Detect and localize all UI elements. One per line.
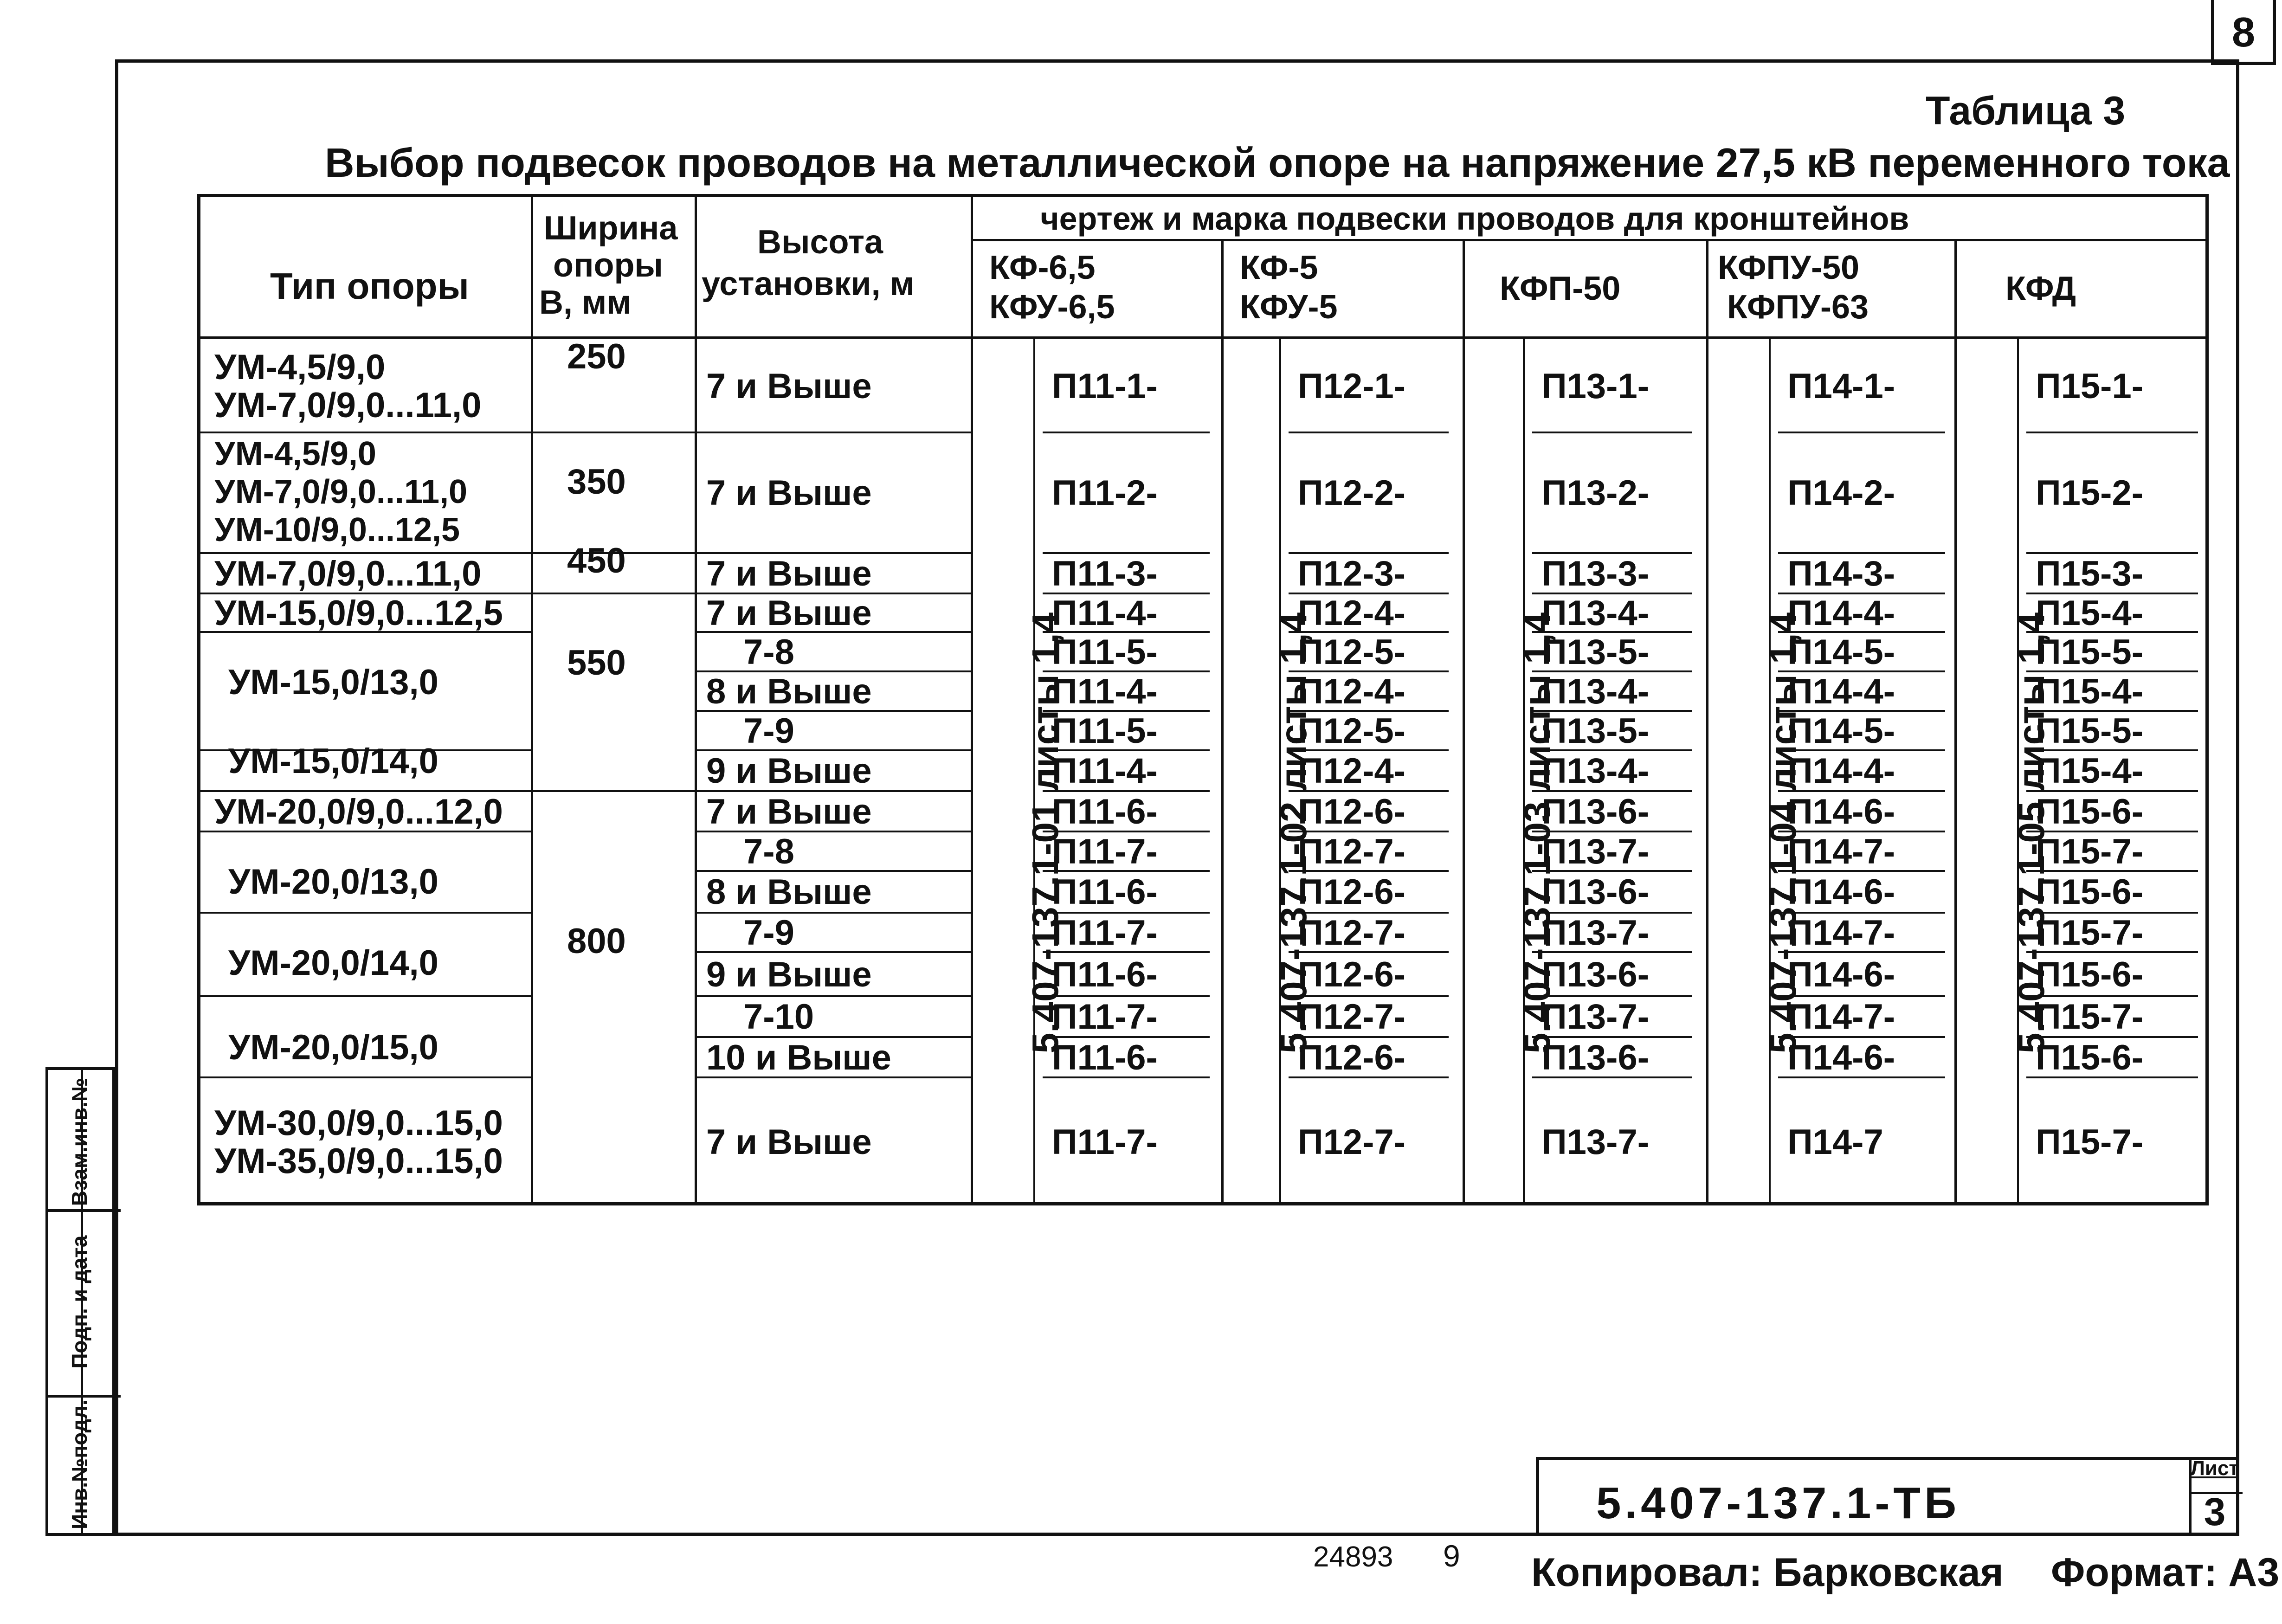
- suspension-mark: П11-6-: [1052, 792, 1158, 831]
- suspension-mark: П13-7-: [1541, 913, 1650, 953]
- suspension-mark: П11-7-: [1052, 913, 1158, 953]
- header-width-2: опоры: [553, 247, 663, 284]
- sheet-corner-number: 8: [2211, 0, 2276, 65]
- header-bracket-3: КФП-50: [1500, 270, 1621, 307]
- suspension-mark: П13-6-: [1541, 872, 1650, 912]
- suspension-mark: П15-7-: [2036, 997, 2144, 1037]
- table-body: [200, 197, 2205, 1202]
- install-height: 7 и Выше: [706, 593, 872, 633]
- suspension-mark: П14-1-: [1787, 367, 1895, 406]
- suspension-mark: П11-7-: [1052, 997, 1158, 1037]
- header-group: чертеж и марка подвески проводов для кронштейнов: [1040, 200, 1909, 237]
- suspension-mark: П12-1-: [1298, 367, 1406, 406]
- header-type: Тип опоры: [270, 265, 469, 307]
- suspension-mark: П14-6-: [1787, 954, 1895, 994]
- suspension-mark: П14-2-: [1787, 473, 1895, 513]
- binding-stamp: [45, 1067, 115, 1536]
- suspension-mark: П11-2-: [1052, 473, 1158, 513]
- install-height: 7-9: [743, 913, 794, 953]
- row-divider: [1289, 432, 1449, 433]
- sheet-label: Лист: [2191, 1457, 2239, 1480]
- suspension-mark: П14-5-: [1787, 711, 1895, 751]
- opora-width: 800: [567, 922, 626, 961]
- suspension-mark: П13-4-: [1541, 671, 1650, 711]
- opora-type: УМ-7,0/9,0...11,0: [214, 554, 482, 593]
- suspension-mark: П14-4-: [1787, 751, 1895, 791]
- suspension-mark: П12-6-: [1298, 792, 1406, 831]
- drawing-ref-2: 5.407-137.1-02 листы 1,4: [1273, 612, 1314, 1054]
- suspension-mark: П12-6-: [1298, 954, 1406, 994]
- suspension-mark: П12-7-: [1298, 831, 1406, 871]
- suspension-mark: П15-7-: [2036, 831, 2144, 871]
- opora-type: УМ-7,0/9,0...11,0: [214, 473, 468, 510]
- suspension-mark: П12-2-: [1298, 473, 1406, 513]
- row-divider: [1043, 432, 1210, 433]
- suspension-mark: П15-3-: [2036, 554, 2144, 593]
- page-title: Выбор подвесок проводов на металлической опоре на напряжение 27,5 кВ переменного тока: [325, 140, 2230, 186]
- suspension-mark: П12-3-: [1298, 554, 1406, 593]
- row-divider: [1532, 432, 1692, 433]
- drawing-ref-1: 5.407-137.1-01 листы 1,4: [1025, 612, 1066, 1054]
- header-width-1: Ширина: [544, 210, 678, 247]
- install-height: 10 и Выше: [706, 1038, 891, 1077]
- install-height: 7 и Выше: [706, 554, 872, 593]
- header-bracket-4a: КФПУ-50: [1718, 249, 1860, 286]
- suspension-mark: П15-4-: [2036, 751, 2144, 791]
- opora-width: 250: [567, 337, 626, 376]
- row-divider: [531, 432, 695, 433]
- install-height: 8 и Выше: [706, 671, 872, 711]
- row-divider: [200, 912, 531, 914]
- row-divider: [531, 790, 695, 792]
- suspension-mark: П13-4-: [1541, 593, 1650, 633]
- suspension-mark: П11-5-: [1052, 632, 1158, 672]
- suspension-mark: П11-3-: [1052, 554, 1158, 593]
- install-height: 7 и Выше: [706, 473, 872, 513]
- drawing-ref-3: 5.407-137.1-03 листы 1,4: [1516, 612, 1558, 1054]
- suspension-mark: П15-6-: [2036, 792, 2144, 831]
- suspension-mark: П12-7-: [1298, 1122, 1406, 1162]
- suspension-mark: П15-6-: [2036, 1038, 2144, 1077]
- table-label: Таблица 3: [1926, 89, 2126, 133]
- suspension-mark: П13-7-: [1541, 831, 1650, 871]
- suspension-mark: П13-7-: [1541, 997, 1650, 1037]
- suspension-mark: П12-5-: [1298, 632, 1406, 672]
- suspension-mark: П15-1-: [2036, 367, 2144, 406]
- suspension-mark: П14-6-: [1787, 1038, 1895, 1077]
- opora-type: УМ-10/9,0...12,5: [214, 511, 460, 548]
- suspension-mark: П14-7: [1787, 1122, 1883, 1162]
- install-height: 7 и Выше: [706, 1122, 872, 1162]
- opora-type: УМ-20,0/14,0: [228, 943, 438, 983]
- header-bracket-5: КФД: [2005, 270, 2076, 307]
- drawing-ref-4: 5.407-137.1-04 листы 1,4: [1762, 612, 1804, 1054]
- suspension-mark: П14-7-: [1787, 831, 1895, 871]
- opora-width: 550: [567, 643, 626, 683]
- suspension-mark: П14-6-: [1787, 872, 1895, 912]
- copied-by: Копировал: Барковская: [1531, 1550, 2004, 1595]
- suspension-mark: П14-7-: [1787, 997, 1895, 1037]
- suspension-mark: П11-6-: [1052, 872, 1158, 912]
- header-bracket-4b: КФПУ-63: [1727, 289, 1869, 326]
- opora-type: УМ-15,0/14,0: [228, 741, 438, 781]
- row-divider: [695, 995, 971, 997]
- opora-type: УМ-7,0/9,0...11,0: [214, 386, 482, 425]
- suspension-mark: П14-4-: [1787, 671, 1895, 711]
- suspension-mark: П12-4-: [1298, 671, 1406, 711]
- install-height: 7-8: [743, 632, 794, 672]
- stamp-replace-inv: Взам.инв.№: [67, 1077, 91, 1206]
- opora-type: УМ-15,0/13,0: [228, 662, 438, 702]
- suspension-mark: П15-7-: [2036, 1122, 2144, 1162]
- suspension-mark: П13-2-: [1541, 473, 1650, 513]
- install-height: 9 и Выше: [706, 954, 872, 994]
- suspension-mark: П14-3-: [1787, 554, 1895, 593]
- paper-format: Формат: А3: [2051, 1550, 2280, 1595]
- install-height: 7-9: [743, 711, 794, 751]
- suspension-mark: П15-5-: [2036, 711, 2144, 751]
- suspension-mark: П14-5-: [1787, 632, 1895, 672]
- header-bracket-2b: КФУ-5: [1240, 289, 1338, 326]
- suspension-mark: П13-6-: [1541, 1038, 1650, 1077]
- suspension-mark: П11-4-: [1052, 593, 1158, 633]
- suspension-mark: П11-6-: [1052, 954, 1158, 994]
- suspension-mark: П15-7-: [2036, 913, 2144, 953]
- suspension-mark: П15-2-: [2036, 473, 2144, 513]
- suspension-mark: П13-3-: [1541, 554, 1650, 593]
- suspension-mark: П15-6-: [2036, 872, 2144, 912]
- row-divider: [200, 995, 531, 997]
- suspension-mark: П11-4-: [1052, 751, 1158, 791]
- opora-width: 450: [567, 541, 626, 580]
- header-bracket-1b: КФУ-6,5: [989, 289, 1115, 326]
- suspension-mark: П15-4-: [2036, 671, 2144, 711]
- suspension-mark: П13-5-: [1541, 711, 1650, 751]
- suspension-mark: П14-6-: [1787, 792, 1895, 831]
- suspension-mark: П12-5-: [1298, 711, 1406, 751]
- suspension-mark: П14-4-: [1787, 593, 1895, 633]
- inventory-number: 24893: [1313, 1541, 1393, 1573]
- row-divider: [1778, 432, 1945, 433]
- header-height-1: Высота: [757, 224, 883, 261]
- stamp-signature-date: Подп. и дата: [67, 1235, 91, 1369]
- suspension-mark: П12-7-: [1298, 913, 1406, 953]
- suspension-mark: П12-6-: [1298, 1038, 1406, 1077]
- install-height: 7-10: [743, 997, 814, 1037]
- suspension-mark: П15-4-: [2036, 593, 2144, 633]
- suspension-mark: П13-4-: [1541, 751, 1650, 791]
- suspension-mark: П11-4-: [1052, 671, 1158, 711]
- suspension-mark: П15-6-: [2036, 954, 2144, 994]
- opora-width: 350: [567, 462, 626, 502]
- opora-type: УМ-35,0/9,0...15,0: [214, 1141, 503, 1181]
- header-height-2: установки, м: [702, 265, 915, 303]
- drawing-ref-5: 5.407-137.1-05 листы 1,4: [2011, 612, 2052, 1054]
- suspension-mark: П14-7-: [1787, 913, 1895, 953]
- row-divider: [695, 432, 971, 433]
- header-bracket-1a: КФ-6,5: [989, 249, 1096, 286]
- install-height: 7 и Выше: [706, 367, 872, 406]
- opora-type: УМ-4,5/9,0: [214, 435, 376, 472]
- opora-type: УМ-20,0/13,0: [228, 862, 438, 902]
- row-divider: [531, 593, 695, 594]
- opora-type: УМ-15,0/9,0...12,5: [214, 593, 503, 633]
- suspension-mark: П11-5-: [1052, 711, 1158, 751]
- suspension-mark: П12-4-: [1298, 593, 1406, 633]
- suspension-mark: П11-7-: [1052, 1122, 1158, 1162]
- suspension-mark: П13-7-: [1541, 1122, 1650, 1162]
- row-divider: [200, 432, 531, 433]
- suspension-mark: П12-4-: [1298, 751, 1406, 791]
- inventory-sub: 9: [1443, 1539, 1460, 1573]
- install-height: 7 и Выше: [706, 792, 872, 831]
- install-height: 9 и Выше: [706, 751, 872, 791]
- suspension-mark: П15-5-: [2036, 632, 2144, 672]
- stamp-inventory-no: Инв.№подл.: [67, 1399, 91, 1529]
- header-width-3: В, мм: [539, 284, 632, 321]
- opora-type: УМ-20,0/9,0...12,0: [214, 792, 503, 831]
- opora-type: УМ-30,0/9,0...15,0: [214, 1103, 503, 1143]
- suspension-mark: П11-6-: [1052, 1038, 1158, 1077]
- suspension-mark: П13-6-: [1541, 792, 1650, 831]
- suspension-mark: П12-6-: [1298, 872, 1406, 912]
- opora-type: УМ-20,0/15,0: [228, 1028, 438, 1068]
- header-bracket-2a: КФ-5: [1240, 249, 1318, 286]
- row-divider: [2026, 432, 2198, 433]
- row-divider: [695, 951, 971, 953]
- document-code: 5.407-137.1-ТБ: [1596, 1478, 1960, 1528]
- suspension-mark: П11-1-: [1052, 367, 1158, 406]
- suspension-mark: П13-1-: [1541, 367, 1650, 406]
- install-height: 8 и Выше: [706, 872, 872, 912]
- opora-type: УМ-4,5/9,0: [214, 348, 386, 387]
- suspension-table: [197, 194, 2209, 1205]
- suspension-mark: П13-6-: [1541, 954, 1650, 994]
- row-divider: [200, 1076, 531, 1078]
- sheet-number: 3: [2204, 1490, 2226, 1534]
- suspension-mark: П13-5-: [1541, 632, 1650, 672]
- install-height: 7-8: [743, 831, 794, 871]
- suspension-mark: П12-7-: [1298, 997, 1406, 1037]
- suspension-mark: П11-7-: [1052, 831, 1158, 871]
